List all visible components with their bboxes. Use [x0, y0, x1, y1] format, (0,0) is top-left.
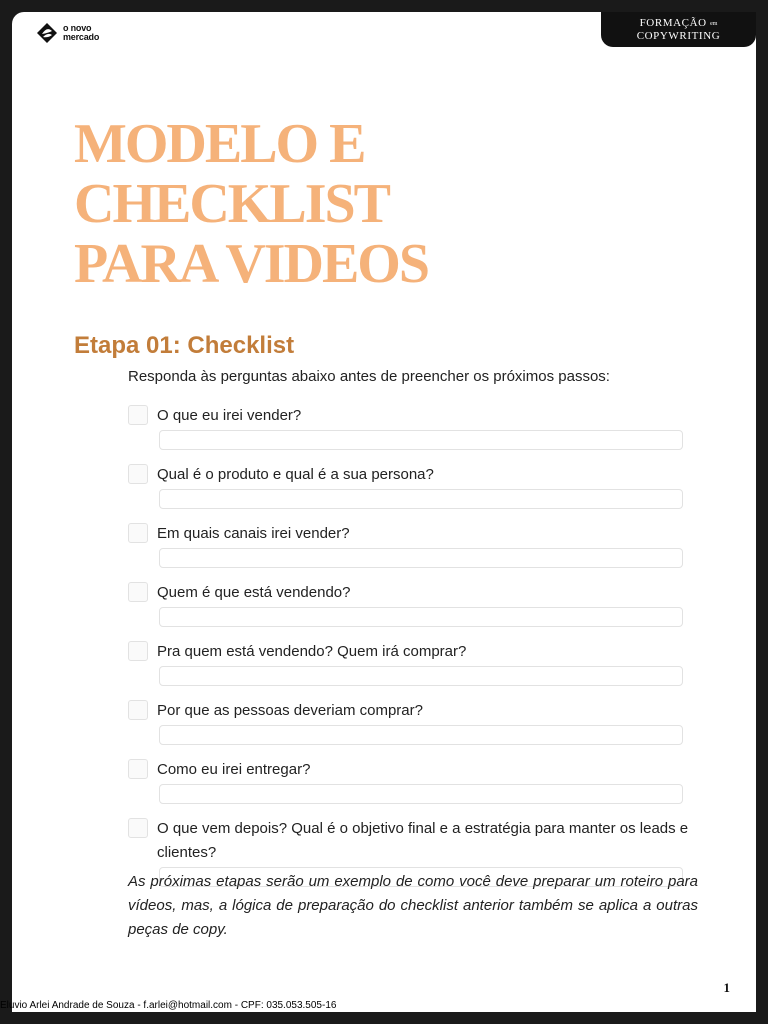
checklist-item-row: [128, 758, 708, 782]
checkbox[interactable]: [128, 405, 148, 425]
brand-wordmark-line1: o novo: [63, 23, 92, 33]
stage-heading: Etapa 01: Checklist: [74, 332, 295, 359]
title-line-1: MODELO E: [74, 113, 365, 175]
checklist-question: Qual é o produto e qual é a sua persona?: [157, 466, 434, 483]
checklist-question: Quem é que está vendendo?: [157, 584, 351, 601]
checklist-item-row: [128, 463, 708, 487]
checklist-item-row: [128, 699, 708, 723]
answer-field[interactable]: [159, 784, 683, 804]
checkbox[interactable]: [128, 759, 148, 779]
checklist-item-row: [128, 581, 708, 605]
brand-logo-icon: [36, 22, 58, 44]
checkbox[interactable]: [128, 700, 148, 720]
checklist: [128, 404, 708, 900]
checklist-question: Por que as pessoas deveriam comprar?: [157, 702, 423, 719]
answer-field[interactable]: [159, 725, 683, 745]
answer-field[interactable]: [159, 430, 683, 450]
brand-wordmark-line2: mercado: [63, 32, 100, 42]
checkbox[interactable]: [128, 464, 148, 484]
checklist-item: [128, 463, 708, 509]
checklist-item: [128, 581, 708, 627]
answer-field[interactable]: [159, 607, 683, 627]
checkbox[interactable]: [128, 582, 148, 602]
answer-field[interactable]: [159, 548, 683, 568]
checklist-question: Pra quem está vendendo? Quem irá comprar?: [157, 643, 467, 660]
course-badge-line1: [601, 17, 756, 30]
checkbox[interactable]: [128, 523, 148, 543]
page-number: 1: [723, 980, 730, 995]
checklist-item-row: [128, 640, 708, 664]
answer-field[interactable]: [159, 666, 683, 686]
checkbox[interactable]: [128, 818, 148, 838]
course-badge-main: FORMAÇÃO: [639, 17, 707, 29]
checklist-question: O que vem depois? Qual é o objetivo final e a estratégia para manter os leads e clientes?: [157, 820, 689, 861]
answer-field[interactable]: [159, 489, 683, 509]
course-badge: [601, 12, 756, 47]
checklist-question: O que eu irei vender?: [157, 407, 302, 424]
title-line-3: PARA VIDEOS: [74, 233, 429, 295]
course-badge-line2: COPYWRITING: [636, 30, 721, 42]
watermark-footer: Eluvio Arlei Andrade de Souza - f.arlei@hotmail.com - CPF: 035.053.505-16: [0, 1000, 337, 1011]
checklist-item-row: [128, 522, 708, 546]
checklist-item: [128, 640, 708, 686]
checklist-item: [128, 758, 708, 804]
course-badge-small: em: [710, 21, 718, 27]
checklist-question: Como eu irei entregar?: [157, 761, 311, 778]
checklist-question: Em quais canais irei vender?: [157, 525, 350, 542]
stage-intro: Responda às perguntas abaixo antes de preencher os próximos passos:: [128, 368, 610, 385]
document-page: [12, 12, 756, 1012]
next-steps-note: As próximas etapas serão um exemplo de como você deve preparar um roteiro para vídeos, mas, a lógica de preparação do checklist anterior também se aplica a outras peças de copy.: [128, 873, 698, 938]
brand-logo: [36, 22, 99, 44]
checklist-item: [128, 522, 708, 568]
document-title: [74, 114, 428, 294]
checkbox[interactable]: [128, 641, 148, 661]
checklist-item: [128, 404, 708, 450]
checklist-item-row: [128, 404, 708, 428]
checklist-item: [128, 699, 708, 745]
checklist-item-row: [128, 817, 708, 865]
brand-wordmark: [63, 24, 99, 42]
title-line-2: CHECKLIST: [74, 173, 389, 235]
